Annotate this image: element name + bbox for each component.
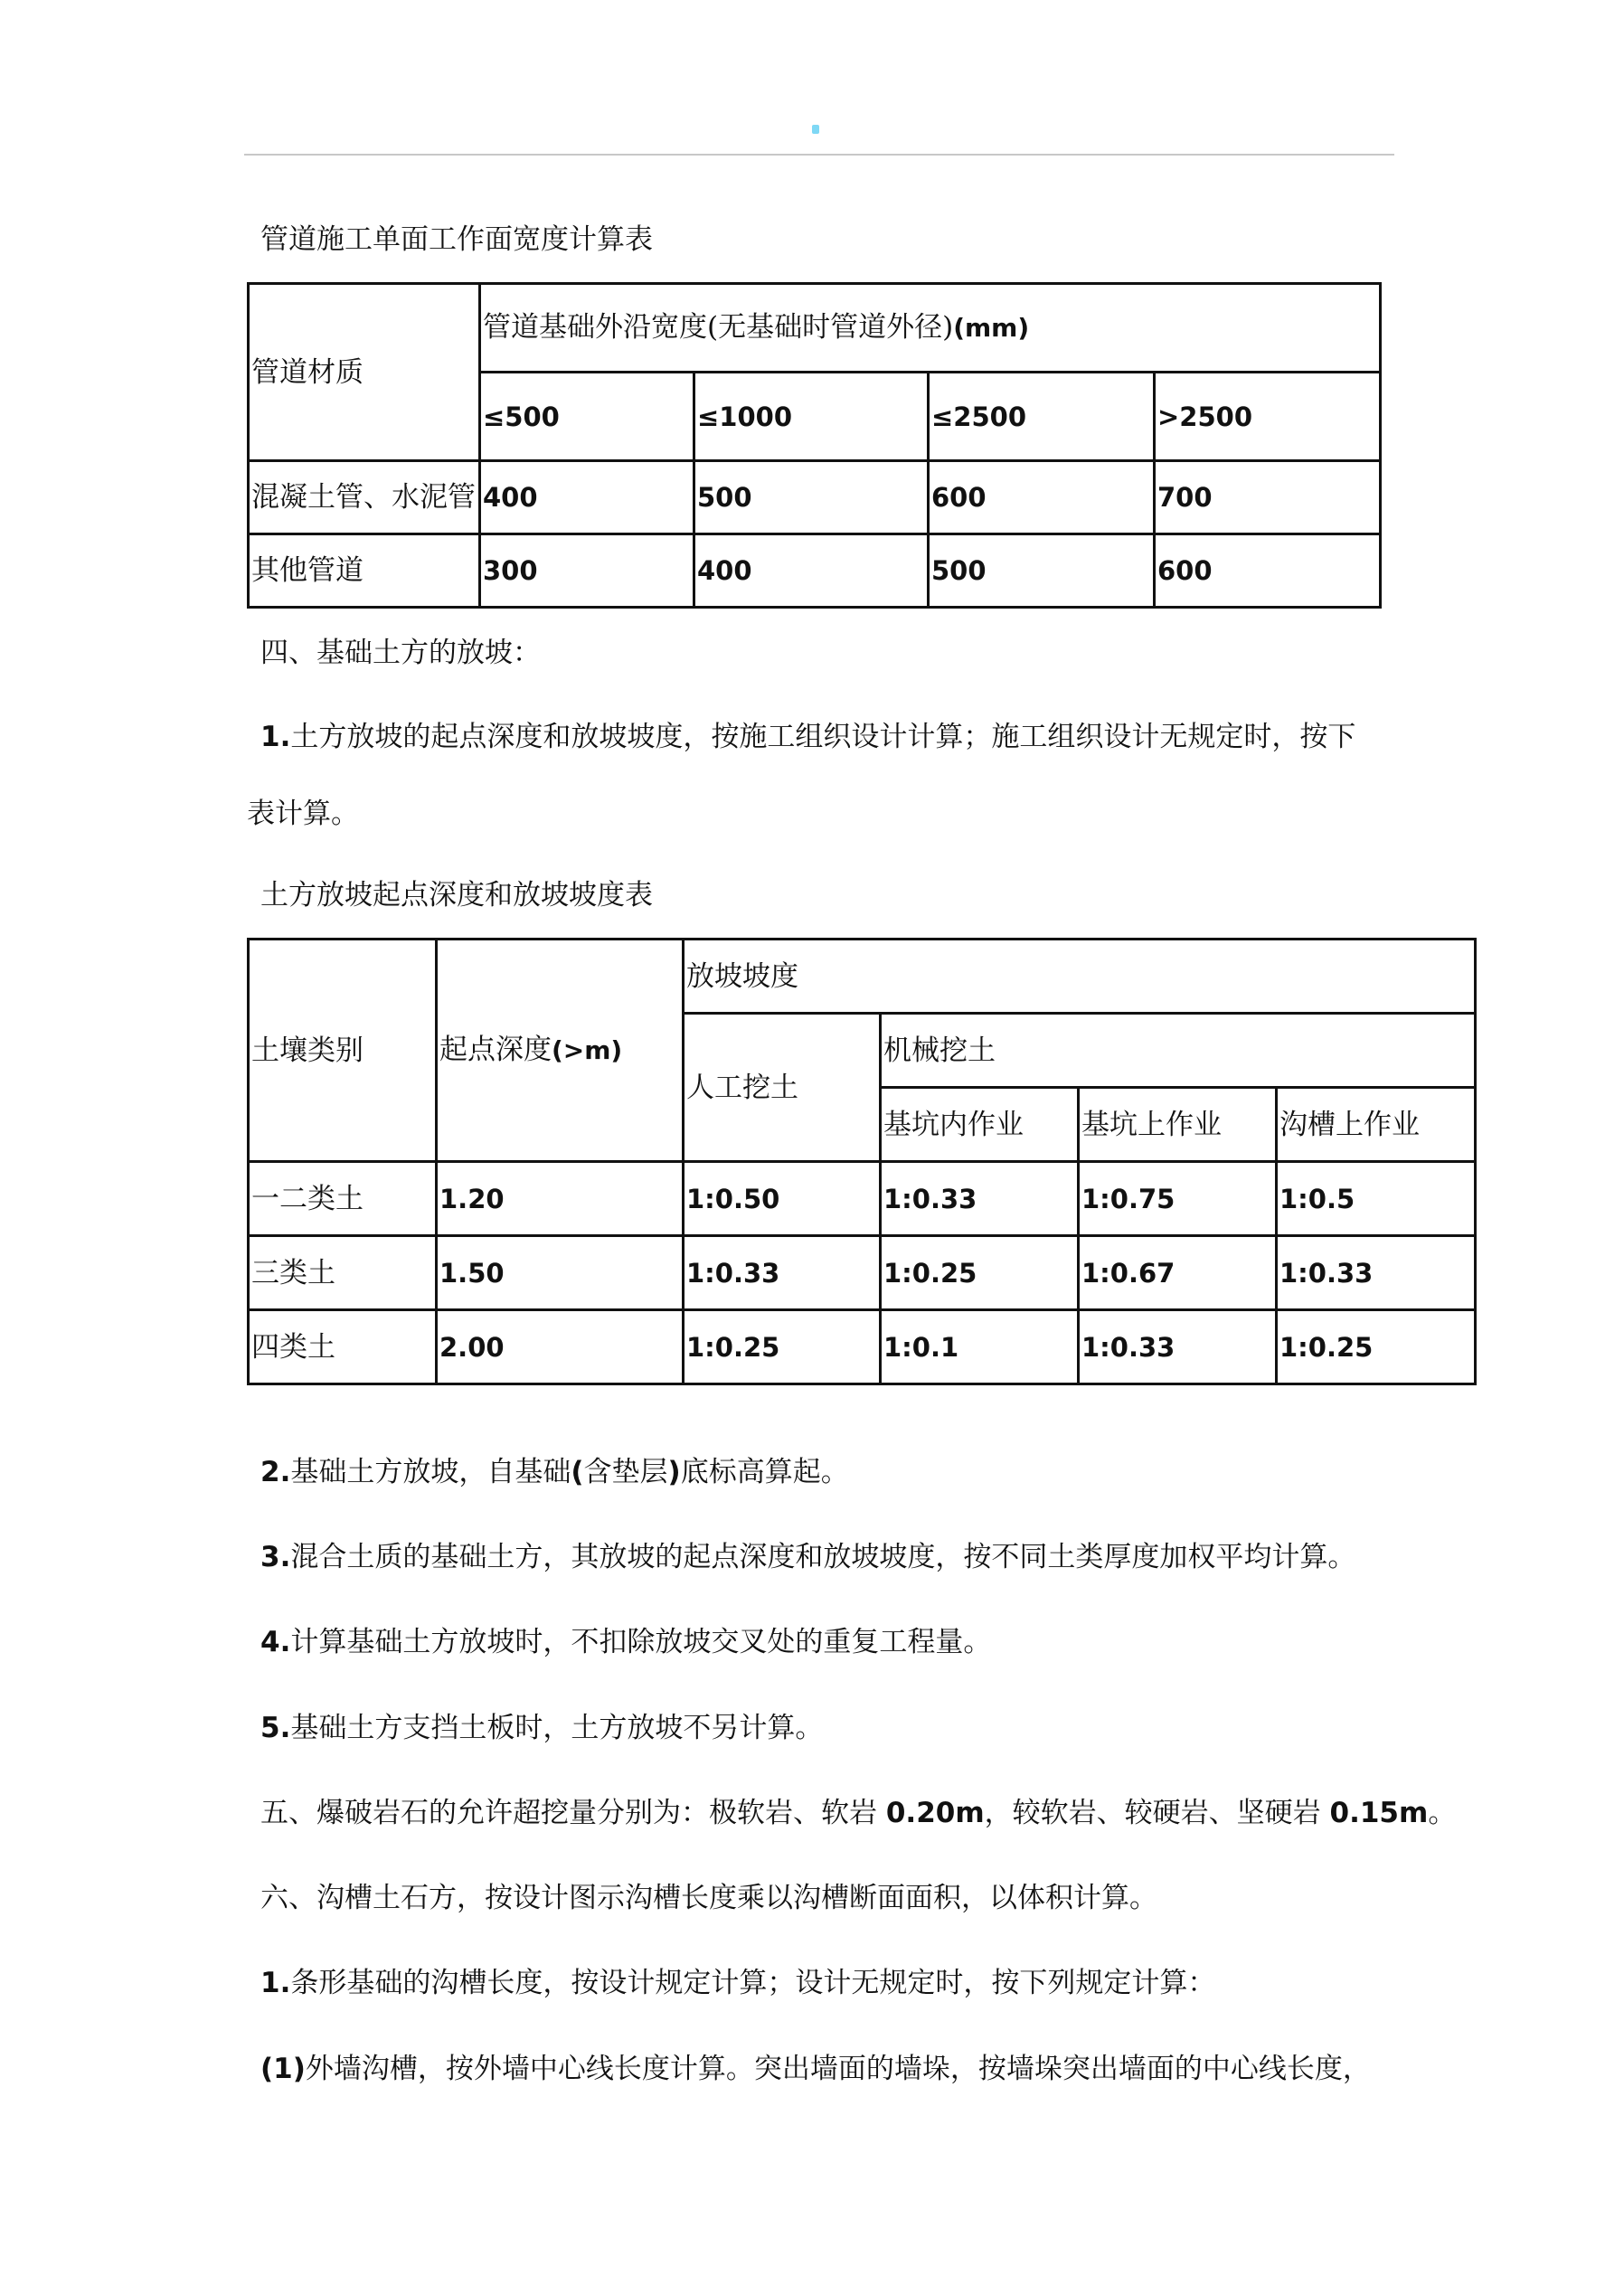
section6-heading: 六、沟槽土石方，按设计图示沟槽长度乘以沟槽断面面积，以体积计算。 [260, 1882, 1157, 1914]
pipe-width-table [247, 282, 1382, 609]
machine-dig-header: 机械挖土 [881, 1014, 1476, 1088]
table-cell: 1:0.25 [1277, 1310, 1476, 1384]
row-label: 其他管道 [249, 534, 480, 608]
row-label: 一二类土 [249, 1162, 437, 1236]
row-label: 三类土 [249, 1236, 437, 1310]
table-cell: 1:0.75 [1079, 1162, 1277, 1236]
col-le500: ≤500 [480, 373, 694, 461]
table-cell: 300 [480, 534, 694, 608]
section6-sub1: (1)外墙沟槽，按外墙中心线长度计算。突出墙面的墙垛，按墙垛突出墙面的中心线长度， [260, 2053, 1371, 2085]
table2-caption: 土方放坡起点深度和放坡坡度表 [260, 879, 653, 911]
section4-item1-line2: 表计算。 [247, 798, 359, 830]
col-gt2500: >2500 [1155, 373, 1381, 461]
row-label: 混凝土管、水泥管 [249, 461, 480, 534]
table-cell: 1:0.33 [684, 1236, 881, 1310]
material-header: 管道材质 [249, 284, 480, 461]
manual-dig-header: 人工挖土 [684, 1014, 881, 1162]
table-cell: 1:0.67 [1079, 1236, 1277, 1310]
table-cell: 600 [1155, 534, 1381, 608]
table-cell: 1:0.50 [684, 1162, 881, 1236]
table-cell: 1:0.33 [1277, 1236, 1476, 1310]
section4-item1-line1: 1.土方放坡的起点深度和放坡坡度，按施工组织设计计算；施工组织设计无规定时，按下 [260, 721, 1356, 753]
section6-item1: 1.条形基础的沟槽长度，按设计规定计算；设计无规定时，按下列规定计算： [260, 1967, 1216, 1999]
section4-heading: 四、基础土方的放坡： [260, 637, 541, 669]
table-cell: 2.00 [437, 1310, 684, 1384]
table-cell: 1:0.33 [1079, 1310, 1277, 1384]
table-cell: 400 [694, 534, 929, 608]
base-width-header: 管道基础外沿宽度(无基础时管道外径)(mm) [480, 284, 1381, 373]
table-cell: 600 [929, 461, 1155, 534]
row-label: 四类土 [249, 1310, 437, 1384]
slope-item-2: 2.基础土方放坡，自基础(含垫层)底标高算起。 [260, 1456, 849, 1488]
slope-item-4: 4.计算基础土方放坡时，不扣除放坡交叉处的重复工程量。 [260, 1626, 992, 1658]
slope-item-3: 3.混合土质的基础土方，其放坡的起点深度和放坡坡度，按不同土类厚度加权平均计算。 [260, 1541, 1356, 1573]
table1-caption: 管道施工单面工作面宽度计算表 [260, 223, 653, 256]
slope-item-5: 5.基础土方支挡土板时，土方放坡不另计算。 [260, 1712, 824, 1744]
slope-table [247, 938, 1477, 1385]
col-le2500: ≤2500 [929, 373, 1155, 461]
pit-inside-header: 基坑内作业 [881, 1088, 1079, 1162]
slope-header: 放坡坡度 [684, 940, 1476, 1014]
trench-top-header: 沟槽上作业 [1277, 1088, 1476, 1162]
table-cell: 1:0.1 [881, 1310, 1079, 1384]
table-cell: 1.50 [437, 1236, 684, 1310]
col-le1000: ≤1000 [694, 373, 929, 461]
section5-paragraph: 五、爆破岩石的允许超挖量分别为：极软岩、软岩 0.20m，较软岩、较硬岩、坚硬岩 0.15m。 [260, 1797, 1457, 1829]
header-rule [244, 154, 1394, 156]
header-mark [812, 125, 819, 134]
table-cell: 500 [694, 461, 929, 534]
table-cell: 400 [480, 461, 694, 534]
table-cell: 1:0.5 [1277, 1162, 1476, 1236]
table-cell: 1:0.33 [881, 1162, 1079, 1236]
start-depth-header: 起点深度(>m) [437, 940, 684, 1162]
table-cell: 1.20 [437, 1162, 684, 1236]
table-cell: 500 [929, 534, 1155, 608]
table-cell: 1:0.25 [684, 1310, 881, 1384]
table-cell: 1:0.25 [881, 1236, 1079, 1310]
pit-top-header: 基坑上作业 [1079, 1088, 1277, 1162]
soil-type-header: 土壤类别 [249, 940, 437, 1162]
table-cell: 700 [1155, 461, 1381, 534]
